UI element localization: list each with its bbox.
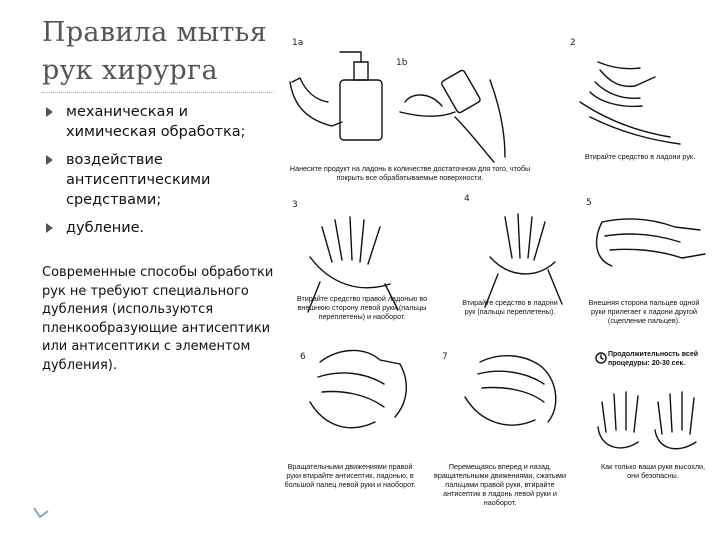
bullet-arrow-icon — [46, 107, 53, 117]
step-label: 1b — [396, 58, 408, 68]
bullet-list — [44, 102, 274, 246]
bullet-text: механическая и химическая обработка; — [66, 104, 246, 140]
step-label: 7 — [442, 352, 448, 362]
bullet-arrow-icon — [46, 155, 53, 165]
step-caption: Как только ваши руки высохли, они безопасны. — [600, 462, 706, 480]
step-caption: Втирайте средство в ладони рук. — [584, 152, 696, 161]
fingertips-illustration — [465, 356, 556, 425]
bottle-illustration — [290, 52, 382, 140]
step-caption: Втирайте средство в ладони рук (пальцы переплетены). — [462, 298, 558, 316]
step-caption: Вращательными движениями правой руки втирайте антисептик, ладонью, в большой палец левой руки и наоборот. — [284, 462, 416, 489]
bullet-arrow-icon — [46, 223, 53, 233]
fingers-lock-illustration — [597, 219, 705, 266]
corner-decoration-icon — [32, 505, 50, 523]
interlace-palms-illustration — [485, 214, 562, 307]
step-label: 3 — [292, 200, 298, 210]
palms-illustration — [580, 62, 680, 144]
step-label: 2 — [570, 38, 576, 48]
step-label: 4 — [464, 194, 470, 204]
duration-note: Продолжительность всей процедуры: 20-30 сек. — [608, 351, 699, 367]
step-label: 5 — [586, 198, 592, 208]
title-divider — [42, 92, 274, 93]
hand-illustrations — [280, 22, 720, 532]
bullet-text: воздействие антисептическими средствами; — [66, 152, 211, 208]
step-label: 1a — [292, 38, 304, 48]
bullet-text: дубление. — [66, 220, 145, 236]
bullet-item — [44, 150, 274, 210]
step-caption: Перемещаясь вперед и назад, вращательными движениями, сжатыми пальцами правой руки, втирайте антисептик в ладонь левой руки и наоборот. — [434, 462, 566, 507]
step-caption: Втирайте средство правой ладонью во внешнюю сторону левой руки (пальцы переплетены) и наоборот. — [296, 294, 428, 321]
note-paragraph: Современные способы обработки рук не требуют специального дубления (используются пленкообразующие антисептики или антисептики с элементом дубления). — [42, 265, 274, 373]
thumb-rotate-illustration — [310, 350, 406, 427]
bullet-item — [44, 102, 274, 142]
bullet-item — [44, 218, 274, 238]
handwash-figure — [280, 22, 720, 532]
step-caption: Внешняя сторона пальцев одной руки прилегает к ладони другой (сцепление пальцев). — [588, 298, 700, 325]
slide-title: Правила мытья рук хирурга — [42, 17, 268, 86]
pour-illustration — [400, 69, 505, 162]
step-caption: Нанесите продукт на ладонь в количестве достаточном для того, чтобы покрыть все обрабатываемые поверхности. — [289, 164, 531, 182]
step-label: 6 — [300, 352, 306, 362]
